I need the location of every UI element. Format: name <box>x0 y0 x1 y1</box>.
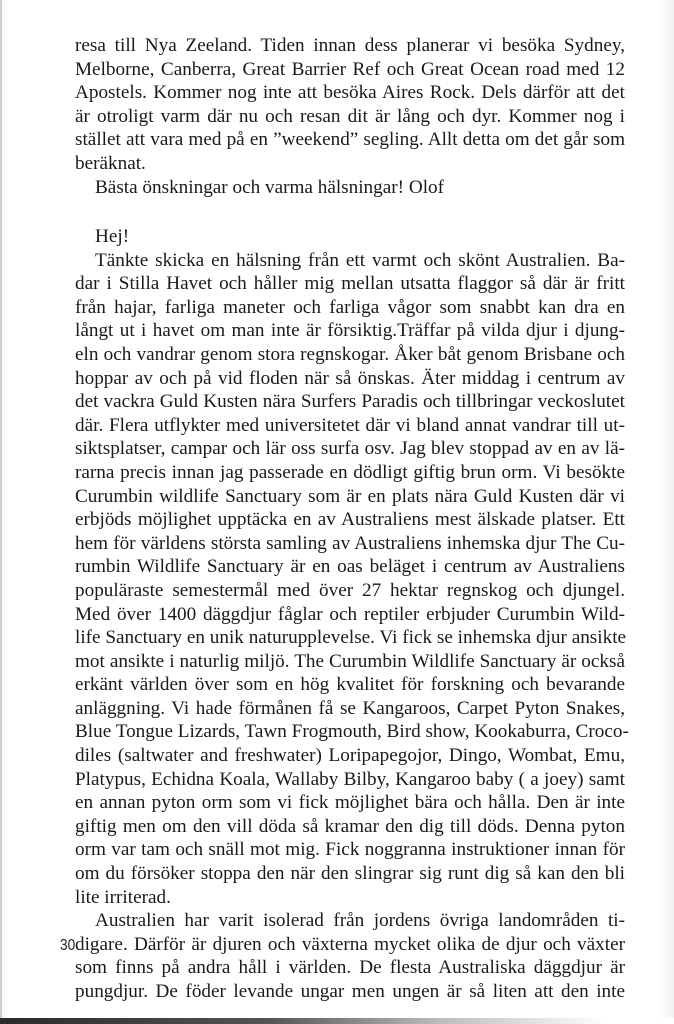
text-line: hem för världens största samling av Australiens inhemska djur The Cu- <box>75 532 625 554</box>
text-line: erbjöds möjlighet upptäcka en av Australiens mest älskade platser. Ett <box>75 509 625 531</box>
text-line: Med över 1400 däggdjur fåglar och reptiler erbjuder Curumbin Wild- <box>75 603 625 625</box>
text-line: resa till Nya Zeeland. Tiden innan dess planerar vi besöka Sydney, <box>75 35 625 56</box>
page-number: 30 <box>60 937 76 954</box>
text-line: hoppar av och på vid floden när så önskas. Äter middag i centrum av <box>75 367 625 389</box>
text-line: populäraste semestermål med över 27 hektar regnskog och djungel. <box>75 579 625 601</box>
salutation: Hej! <box>95 226 130 247</box>
text-line: Melborne, Canberra, Great Barrier Ref och Great Ocean road med 12 <box>75 58 625 80</box>
text-line: Australien har varit isolerad från jordens övriga landområden ti- <box>95 910 625 932</box>
text-line: Platypus, Echidna Koala, Wallaby Bilby, Kangaroo baby ( a joey) samt <box>75 768 625 790</box>
text-line: är otroligt varm där nu och resan dit är lång och dyr. Kommer nog i <box>75 105 625 127</box>
text-line: Blue Tongue Lizards, Tawn Frogmouth, Bird show, Kookaburra, Croco- <box>75 721 629 743</box>
text-line: det vackra Guld Kusten nära Surfers Paradis och tillbringar veckoslutet <box>75 391 625 413</box>
text-line: Curumbin wildlife Sanctuary som är en plats nära Guld Kusten där vi <box>75 485 625 507</box>
text-line: pungdjur. De föder levande ungar men ungen är så liten att den inte <box>75 981 625 1002</box>
text-line: rarna precis innan jag passerade en dödligt giftig brun orm. Vi besökte <box>75 461 625 483</box>
text-line: där. Flera utflykter med universitetet där vi bland annat vandrar till ut- <box>75 414 625 436</box>
page-left-edge <box>0 0 2 1024</box>
text-line: life Sanctuary en unik naturupplevelse. Vi fick se inhemska djur ansikte <box>75 627 627 649</box>
letter-body <box>75 225 629 1004</box>
text-line: diles (saltwater and freshwater) Loripapegojor, Dingo, Wombat, Emu, <box>75 745 625 767</box>
closing-line: Bästa önskningar och varma hälsningar! Olof <box>95 176 445 198</box>
text-line: digare. Därför är djuren och växterna mycket olika de djur och växter <box>75 933 625 955</box>
text-line: dar i Stilla Havet och håller mig mellan utsatta flaggor så där är fritt <box>75 273 625 295</box>
text-line: rumbin Wildlife Sanctuary är en oas beläget i centrum av Australiens <box>75 556 625 578</box>
text-line: siktsplatser, campar och lär oss surfa osv. Jag blev stoppad av en av lä- <box>75 438 625 460</box>
text-line: mot ansikte i naturlig miljö. The Curumbin Wildlife Sanctuary är också <box>75 650 625 672</box>
text-line: långt ut i havet om man inte är försiktig.Träffar på vilda djur i djung- <box>75 320 625 342</box>
text-line: Apostels. Kommer nog inte att besöka Aires Rock. Dels därför att det <box>75 82 625 104</box>
text-line: lite irriterad. <box>75 886 171 908</box>
text-line: orm var tam och snäll mot mig. Fick noggranna instruktioner innan för <box>75 839 625 861</box>
text-line: från hajar, farliga maneter och farliga vågor som snabbt kan dra en <box>75 296 625 318</box>
continued-paragraph <box>75 34 625 199</box>
text-line: om du försöker stoppa den när den slingrar sig runt dig så kan den bli <box>75 863 625 885</box>
text-line: en annan pyton orm som vi fick möjlighet bära och hålla. Den är inte <box>75 792 625 814</box>
text-line: anläggning. Vi hade förmånen få se Kangaroos, Carpet Pyton Snakes, <box>75 697 625 719</box>
text-line: erkänt världen över som en hög kvalitet för forskning och bevarande <box>75 674 625 696</box>
text-line: giftig men om den vill döda så kramar den dig till döds. Denna pyton <box>75 815 625 837</box>
text-line: Tänkte skicka en hälsning från ett varmt och skönt Australien. Ba- <box>95 249 625 271</box>
text-line: eln och vandrar genom stora regnskogar. Åker båt genom Brisbane och <box>75 343 625 365</box>
text-line: stället att vara med på en ”weekend” segling. Allt detta om det går som <box>75 129 625 151</box>
scan-bottom-edge <box>0 1018 674 1024</box>
text-line: beräknat. <box>75 152 146 174</box>
text-line: som finns på andra håll i världen. De flesta Australiska däggdjur är <box>75 957 625 979</box>
